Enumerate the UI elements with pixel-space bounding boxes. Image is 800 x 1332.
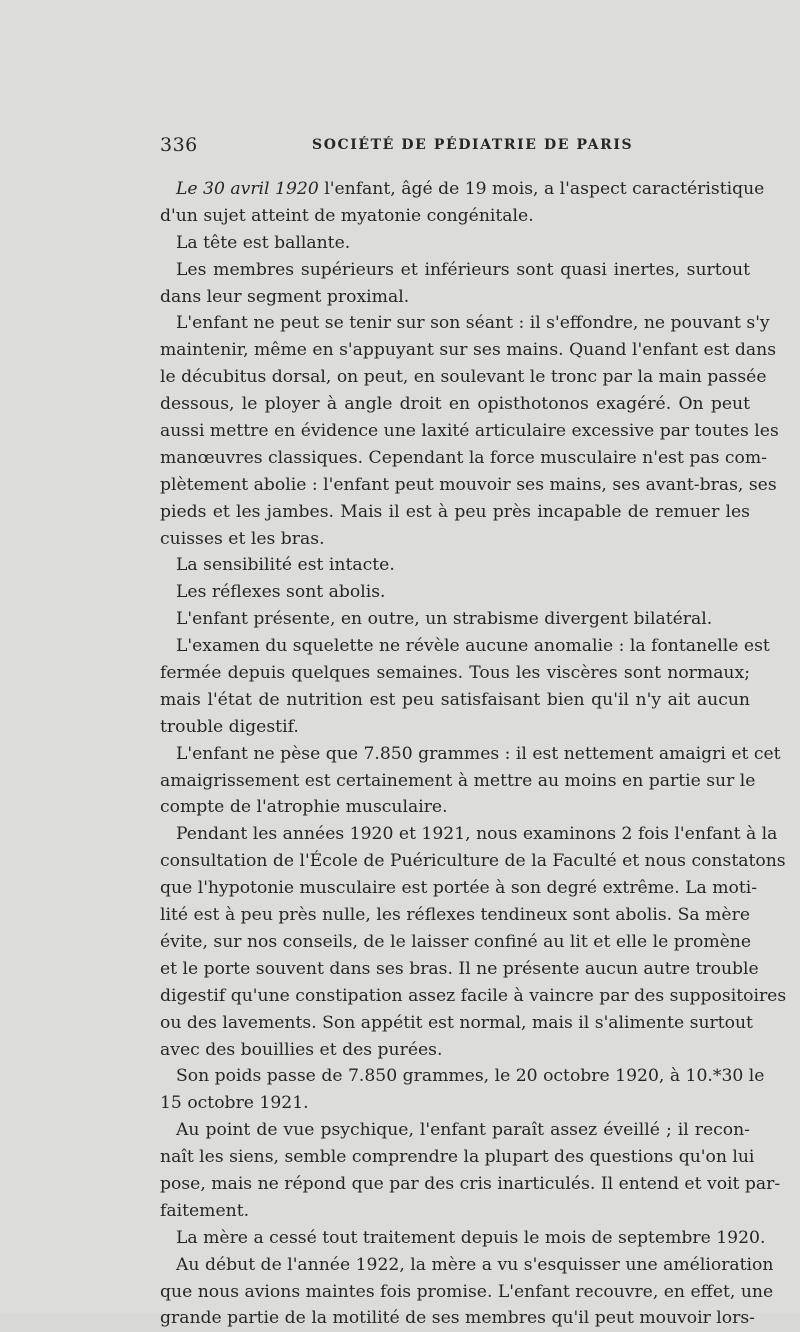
page-header [160,134,752,164]
line-text: pose, mais ne répond que par des cris inarticulés. Il entend et voit par- [160,1173,781,1194]
text-line [160,875,758,902]
line-text: dessous, le ployer à angle droit en opisthotonos exagéré. On peut [160,394,750,415]
text-line [160,445,767,472]
line-text: ou des lavements. Son appétit est normal, mais il s'alimente surtout [160,1012,753,1033]
line-text: maintenir, même en s'appuyant sur ses mains. Quand l'enfant est dans [160,340,777,361]
line-text: L'enfant ne peut se tenir sur son séant : il s'effondre, ne pouvant s'y [176,313,770,334]
text-line [160,230,750,257]
text-line [160,579,750,606]
text-line [160,337,777,364]
line-text: pieds et les jambes. Mais il est à peu près incapable de remuer les [160,501,750,522]
text-line [160,1090,750,1117]
text-line [160,1117,750,1144]
line-text: fermée depuis quelques semaines. Tous les viscères sont normaux; [160,663,750,684]
text-line [160,660,750,687]
line-text: mais l'état de nutrition est peu satisfaisant bien qu'il n'y ait aucun [160,689,750,710]
text-line [160,364,767,391]
text-line [160,472,777,499]
line-text: grande partie de la motilité de ses membres qu'il peut mouvoir lors- [160,1308,755,1329]
text-line [160,1063,765,1090]
text-line [160,552,750,579]
line-text: Au début de l'année 1922, la mère a vu s'esquisser une amélioration [176,1254,774,1275]
page-number: 336 [160,134,198,156]
line-text: L'enfant ne pèse que 7.850 grammes : il est nettement amaigri et cet [176,743,781,764]
line-text: que l'hypotonie musculaire est portée à son degré extrême. La moti- [160,878,758,899]
text-line [160,633,770,660]
text-line [160,284,750,311]
line-text: évite, sur nos conseils, de le laisser confiné au lit et elle le promène [160,931,752,952]
text-line [160,1279,774,1306]
text-line [160,768,756,795]
line-text: aussi mettre en évidence une laxité articulaire excessive par toutes les [160,421,779,442]
line-text: manœuvres classiques. Cependant la force musculaire n'est pas com- [160,447,767,468]
line-text: Au point de vue psychique, l'enfant paraît assez éveillé ; il recon- [176,1120,750,1141]
line-text: plètement abolie : l'enfant peut mouvoir ses mains, ses avant-bras, ses [160,474,777,495]
line-text: et le porte souvent dans ses bras. Il ne présente aucun autre trouble [160,958,759,979]
line-text: L'examen du squelette ne révèle aucune anomalie : la fontanelle est [176,636,770,657]
line-text: Pendant les années 1920 et 1921, nous examinons 2 fois l'enfant à la [176,824,778,845]
line-text: La tête est ballante. [176,232,351,253]
line-text: que nous avions maintes fois promise. L'enfant recouvre, en effet, une [160,1281,774,1302]
line-text: faitement. [160,1200,250,1221]
line-text: amaigrissement est certainement à mettre au moins en partie sur le [160,770,756,791]
text-line [160,902,750,929]
text-line [160,1225,766,1252]
text-line [160,310,770,337]
running-head: SOCIÉTÉ DE PÉDIATRIE DE PARIS [312,137,634,153]
line-text: l'enfant, âgé de 19 mois, a l'aspect caractéristique [318,179,765,199]
line-text: naît les siens, semble comprendre la plupart des questions qu'on lui [160,1147,755,1168]
text-line [160,176,765,203]
line-text: compte de l'atrophie musculaire. [160,797,448,818]
text-line [160,741,781,768]
text-line [160,526,750,553]
line-text: La mère a cessé tout traitement depuis le mois de septembre 1920. [176,1227,766,1248]
line-text: La sensibilité est intacte. [176,555,395,576]
text-line [160,499,750,526]
text-line [160,203,750,230]
text-line [160,1171,781,1198]
text-line [160,1037,750,1064]
text-line [160,714,750,741]
text-line [160,821,778,848]
line-text: dans leur segment proximal. [160,286,410,307]
text-line [160,1010,753,1037]
line-text: cuisses et les bras. [160,528,325,549]
line-text: L'enfant présente, en outre, un strabisme divergent bilatéral. [176,609,713,630]
line-text: lité est à peu près nulle, les réflexes tendineux sont abolis. Sa mère [160,905,750,926]
text-line [160,929,750,956]
text-line [160,983,787,1010]
text-line [160,794,750,821]
text-line [160,257,750,284]
text-line [160,687,750,714]
line-text: consultation de l'École de Puériculture de la Faculté et nous constatons [160,851,786,872]
text-line [160,1144,755,1171]
line-text: le décubitus dorsal, on peut, en soulevant le tronc par la main passée [160,367,767,388]
line-text: Les réflexes sont abolis. [176,582,386,603]
line-text: Les membres supérieurs et inférieurs sont quasi inertes, surtout [176,259,750,280]
text-line [160,1305,755,1332]
line-text: trouble digestif. [160,716,299,737]
text-line [160,1252,774,1279]
text-line [160,418,779,445]
text-line [160,1198,750,1225]
body-text [160,176,787,1332]
text-line [160,391,750,418]
text-line [160,848,786,875]
text-line [160,606,750,633]
line-text: d'un sujet atteint de myatonie congénitale. [160,205,534,226]
date-italic: Le 30 avril 1920 [176,179,319,199]
line-text: digestif qu'une constipation assez facile à vaincre par des suppositoires [160,985,787,1006]
text-line [160,956,759,983]
line-text: avec des bouillies et des purées. [160,1039,443,1060]
line-text: Son poids passe de 7.850 grammes, le 20 octobre 1920, à 10.*30 le [176,1066,765,1087]
line-text: 15 octobre 1921. [160,1093,309,1114]
